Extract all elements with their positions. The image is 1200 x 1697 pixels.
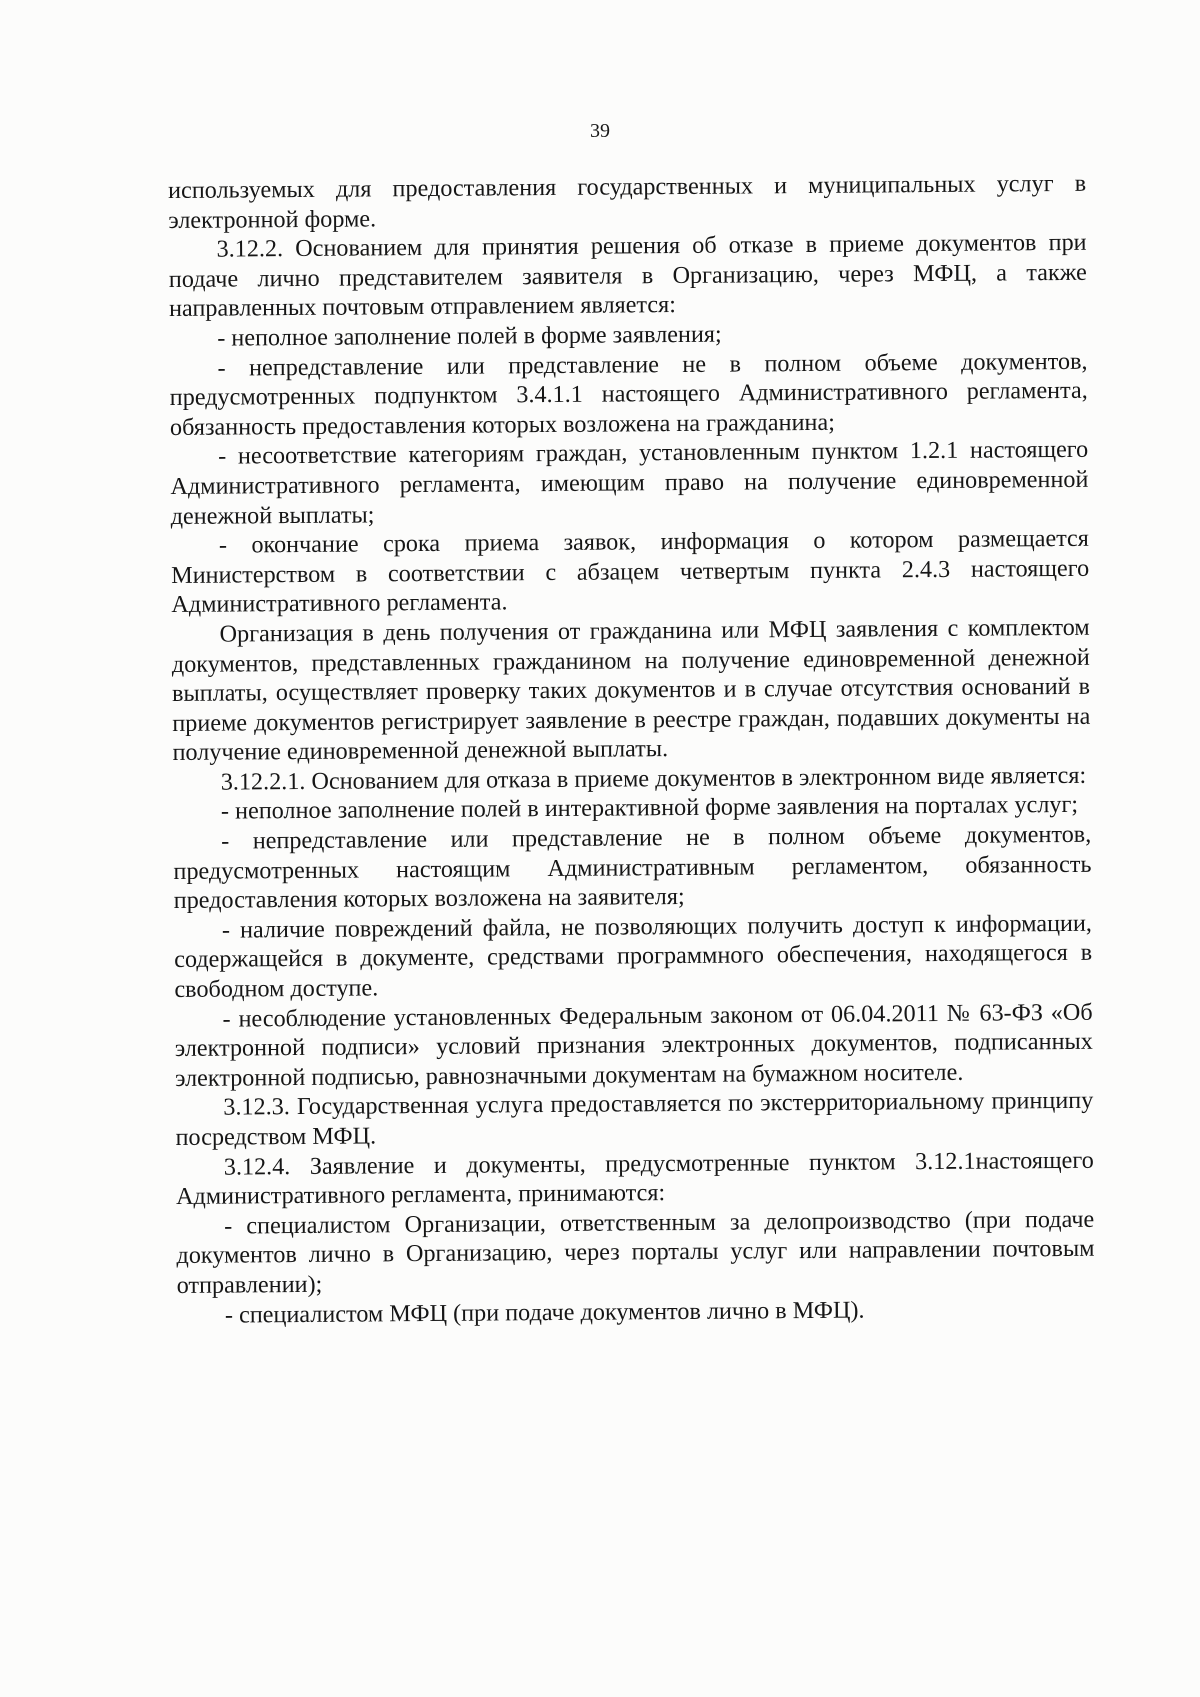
organization-paragraph: Организация в день получения от гражданина или МФЦ заявления с комплектом документов, представленных гражданином на получение единовременной денежной выплаты, осуществляет проверку таких документов и в случае отсутствия оснований в приеме документов регистрирует заявление в реестре граждан, подавших документы на получение единовременной денежной выплаты. bbox=[171, 613, 1091, 767]
clause-3-12-3: 3.12.3. Государственная услуга предоставляется по экстерриториальному принципу посредством МФЦ. bbox=[175, 1087, 1094, 1151]
list-item: - несоблюдение установленных Федеральным законом от 06.04.2011 № 63-ФЗ «Об электронной подписи» условий признания электронных документов, подписанных электронной подписью, равнозначными документам на бумажном носителе. bbox=[174, 998, 1093, 1092]
list-item: - непредставление или представление не в полном объеме документов, предусмотренных настоящим Административным регламентом, обязанность предоставления которых возложена на заявителя; bbox=[173, 820, 1092, 915]
list-item: - несоответствие категориям граждан, установленным пунктом 1.2.1 настоящего Административного регламента, имеющим право на получение единовременной денежной выплаты; bbox=[170, 436, 1089, 530]
list-item: - окончание срока приема заявок, информация о котором размещается Министерством в соответствии с абзацем четвертым пункта 2.4.3 настоящего Административного регламента. bbox=[171, 524, 1090, 619]
list-item: - неполное заполнение полей в интерактивной форме заявления на порталах услуг; bbox=[220, 791, 1079, 826]
list-item: - специалистом Организации, ответственным за делопроизводство (при подаче документов лично в Организацию, через порталы услуг или направлении почтовым отправлении); bbox=[176, 1205, 1095, 1299]
paragraph-continuation: используемых для предоставления государственных и муниципальных услуг в электронной форме. bbox=[168, 169, 1087, 234]
list-item: - специалистом МФЦ (при подаче документов лично в МФЦ). bbox=[224, 1296, 865, 1329]
clause-3-12-2-1: 3.12.2.1. Основанием для отказа в приеме документов в электронном виде является: bbox=[220, 761, 1087, 796]
page-number: 39 bbox=[590, 120, 610, 142]
clause-3-12-4: 3.12.4. Заявление и документы, предусмотренные пунктом 3.12.1настоящего Административного регламента, принимаются: bbox=[175, 1146, 1094, 1211]
list-item: - непредставление или представление не в полном объеме документов, предусмотренных подпунктом 3.4.1.1 настоящего Административного регламента, обязанность предоставления которых возложена на гражданина; bbox=[169, 347, 1088, 441]
document-body bbox=[168, 169, 1095, 1330]
clause-3-12-2: 3.12.2. Основанием для принятия решения об отказе в приеме документов при подаче лично представителем заявителя в Организацию, через МФЦ, а также направленных почтовым отправлением является: bbox=[168, 228, 1087, 323]
list-item: - неполное заполнение полей в форме заявления; bbox=[217, 320, 722, 352]
list-item: - наличие повреждений файла, не позволяющих получить доступ к информации, содержащейся в документе, средствами программного обеспечения, находящегося в свободном доступе. bbox=[174, 909, 1093, 1004]
